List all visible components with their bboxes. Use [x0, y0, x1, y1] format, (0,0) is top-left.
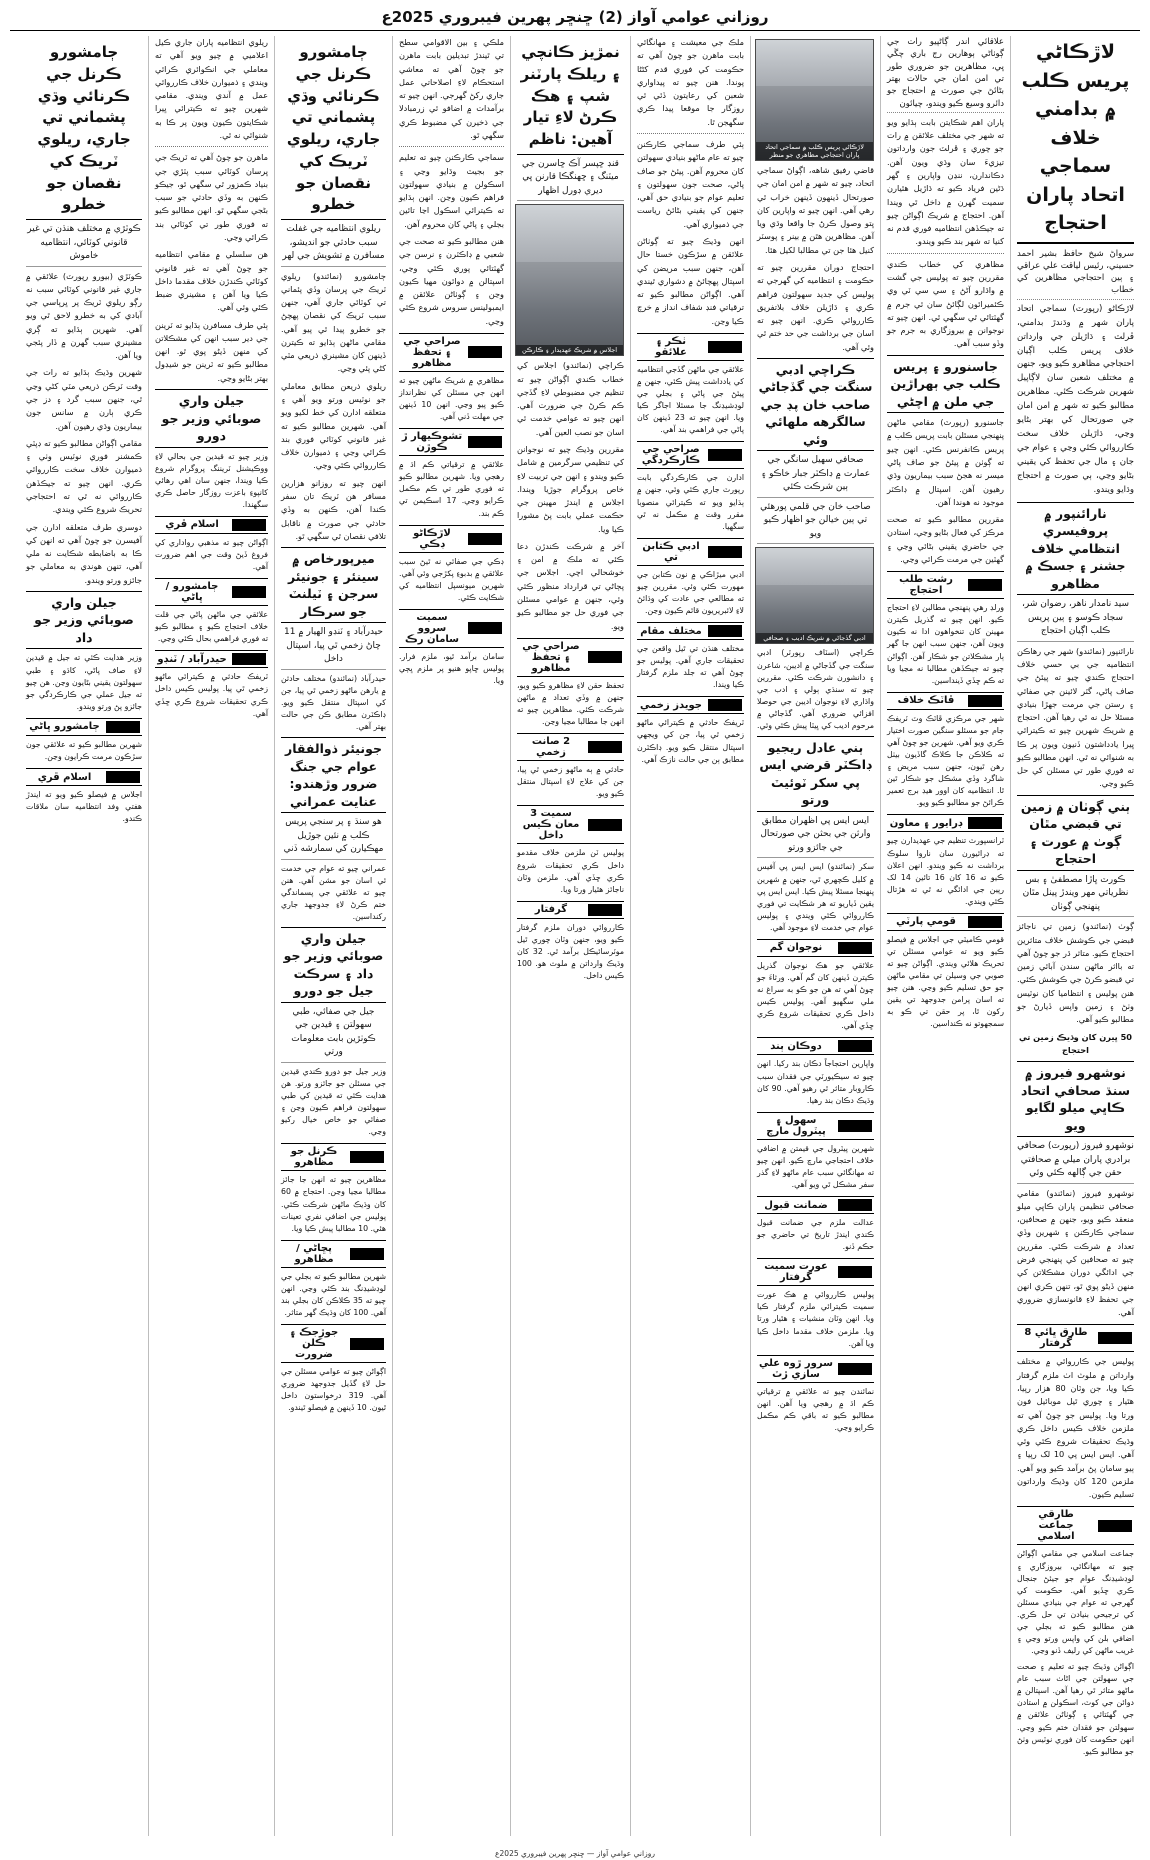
news-photo-protest [755, 39, 874, 161]
masked-label-block [106, 721, 140, 733]
headline-jasnuro: جاسنورو ۽ پريس ڪلب جي ٻهراڙين جي ملن ۾ اچڻي [887, 355, 1004, 414]
section-title: سرور ڙوه علي سازي ڙٽ [759, 1357, 833, 1380]
section-header [26, 768, 142, 786]
story-body: ٻئي طرف مسافرن ٻڌايو ته ٽرينن جي دير سبب انهن کي مشڪلاتن کي منهن ڏيڻو پوي ٿو. انهن مطالبو ڪيو ته ٽرينن جو شيڊول بهتر بڻايو وڃي. [155, 319, 268, 383]
section-title: ڦاٽڪ خلاف [897, 695, 955, 707]
column-4 [630, 36, 750, 1836]
subhead-jail-minister-visit: جيل جي صفائي، طبي سهولتن ۽ قيدين جي ڪوٺڙين بابت معلومات ورتي [281, 1006, 386, 1063]
section-header [399, 333, 504, 372]
story-body: جماعت اسلامي جي مقامي اڳواڻن چيو ته مهانگائي، بيروزگاري ۽ لوڊشيڊنگ عوام جو جيئڻ جنجال ڪري ڇڏيو آهي. حڪومت کي گهرجي ته عوام جي بنيادي مسئلن کي ترجيحي بنيادن تي حل ڪري. هنن مطالبو ڪيو ته بجلي جي اضافي بلن کي واپس ورتو وڃي ۽ غريب ماڻهن کي رليف ڏنو وڃي. [1017, 1549, 1134, 1656]
headline-kotri-railway: ڄامشورو ڪرنل جي ڪرنائي وڌي پشماني تي جاري، ريلوي ٽريڪ کي نقصان جو خطرو [26, 40, 142, 220]
masked-label-block [838, 1040, 872, 1052]
section-title: جويدز زخمي [639, 699, 703, 711]
section-header [281, 1143, 386, 1171]
masked-label-block [1098, 1332, 1132, 1344]
subhead-noshehro-feroze: نوشهرو فيروز (رپورٽ) صحافي برادري پاران ميلي ۾ صحافتي حقن جي ڳالهه ڪئي وئي [1017, 1140, 1134, 1184]
subhead-kotri-railway: ڪوٽڙي ۾ مختلف هنڌن تي غير قانوني کوٽائي، انتظاميه خاموش [26, 223, 142, 267]
story-body: اجلاس ۾ فيصلو ڪيو ويو ته ايندڙ هفتي وفد انتظاميه سان ملاقات ڪندو. [26, 790, 142, 824]
headline-land-protest: ٻني ڳوٺان ۾ زمين تي قبضي مٿان ڳوٺ ۾ عورت ۽ احتجاج [1017, 795, 1134, 871]
story-body: هن سلسلي ۾ مقامي انتظاميه جو چوڻ آهي ته غير قانوني کوٽائي ڪندڙن خلاف مقدما داخل ڪيا ويا آهن ۽ مشينري ضبط ڪئي وئي آهي. [155, 249, 268, 313]
section-title: عورت سميت گرفتار [764, 1261, 828, 1284]
story-body: مختلف هنڌن تي ٿيل واقعن جي تحقيقات جاري آهي. پوليس جو چوڻ آهي ته جلد ملزم گرفتار ڪيا ويندا. [637, 644, 744, 690]
story-body: ٻئي طرف سماجي ڪارڪنن چيو ته عام ماڻهو بنيادي سهولتن کان محروم آهن. پيئڻ جو صاف پاڻي، صحت جون سهولتون ۽ تعليم عوام جو بنيادي حق آهي، جنهن کي يقيني بڻائڻ رياست جي ذميواري آهي. [637, 138, 744, 229]
story-body: عدالت ملزم جي ضمانت قبول ڪندي ايندڙ تاريخ تي حاضري جو حڪم ڏنو. [757, 1218, 874, 1252]
story-body: واپارين احتجاجاً دڪان بند رکيا. انهن چيو ته سيڪيورٽي جي فقدان سبب ڪاروبار متاثر ٿي رهيو آهي. 90 کان وڌيڪ دڪان بند رهيا. [757, 1059, 875, 1105]
story-body: ڪوٽڙي (بيورو رپورٽ) علائقي ۾ جاري غير قانوني کوٽائي سبب نه رڳو ريلوي ٽريڪ پر ڀرپاسي جي آبادي کي به خطرو لاحق ٿي ويو آهي. شهرين ٻڌايو ته ڳري مشينري سبب گهرن ۾ ڏار پئجي ويا آهن. [26, 270, 142, 361]
story-body: اڳواڻن وڌيڪ چيو ته تعليم ۽ صحت جي سهولتن جي اڻاٺ سبب عام ماڻهو متاثر ٿي رهيا آهن. اسپتالن ۾ دوائن جي کوٽ، اسڪولن ۾ استادن جي گهٽتائي ۽ ڳوٺاڻن علائقن ۾ سهولتن جو فقدان ختم ڪيو وڃي. انهن حڪومت کان فوري نوٽيس وٺڻ جو مطالبو ڪيو. [1017, 1662, 1134, 1756]
subhead-narainpur: سيد نامدار ناهر، رضوان شر، سجاد ڪوسو ۽ ٻين پريس ڪلب اڳيان احتجاج [1017, 598, 1134, 642]
story-body: مظاهري کي خطاب ڪندي مقررين چيو ته پوليس جي گشت ۾ واڌارو آڻڻ ۽ سي سي ٽي وي ڪئميرائون لڳائڻ سان ئي جرم ۾ گهٽتائي ٿي سگهي ٿي. انهن چيو ته نوجوانن ۾ بيروزگاري به جرم جو وڏو سبب آهي. [887, 258, 1004, 349]
column-2 [880, 36, 1010, 1836]
story-body: احتجاج دوران مقررين چيو ته حڪومت ۽ انتظاميه کي گهرجي ته پوليس کي جديد سهولتون فراهم ڪري ۽ ڌاڙيلن خلاف بلاتفريق ڪارروائي ڪري. انهن چيو ته اسان جي برداشت جي حد ختم ٿي وئي آهي. [757, 261, 874, 352]
headline-mirpurkhas-surgeons: ميرپورخاص ۾ سينئر ۽ جونيئر سرجن ۽ ٽيلنٽ جو سرڪار [281, 547, 386, 623]
story-body: مقررين مطالبو ڪيو ته صحت مرڪز کي فعال بڻايو وڃي، استادن جي حاضري يقيني بڻائي وڃي ۽ گهٽين جي مرمت ڪرائي وڃي. [887, 514, 1004, 564]
story-body: علائقي جي ماڻهن گڏجي انتظاميه کي يادداشت پيش ڪئي، جنهن ۾ پيئڻ جي پاڻي ۽ بجلي جي لوڊشيڊنگ جا مسئلا اجاگر ڪيا ويا. انهن چيو ته 23 ڏينهن کان پاڻي جي فراهمي بند آهي. [637, 364, 745, 435]
story-body: ماهرن جو چوڻ آهي ته ٽريڪ جي ڀرسان کوٽائي سبب پٽڙي جي بنياد ڪمزور ٿي سگهي ٿو، جيڪو ڪنهن به وڏي حادثي جو سبب بڻجي سگهي ٿو. انهن مطالبو ڪيو ته فوري طور تي کوٽائي بند ڪرائي وڃي. [155, 152, 268, 242]
section-header [637, 622, 744, 640]
headline-jail-minister-visit: جيلن واري صوبائي وزير جو داد ۽ سرڪت جيل جو دورو [281, 927, 386, 1003]
headline-partnership: نمڙيز ڪانچي ۽ ريلڪ پارٽنر شپ ۽ هڪ ڪرڻ لاءِ تيار آهين: ناظم [517, 40, 624, 155]
story-body: لاڙڪاڻو (رپورٽ) سماجي اتحاد پاران شهر ۾ وڌندڙ بدامني، ڦرلٽ ۽ ڌاڙيلن جي وارداتن خلاف پريس ڪلب اڳيان احتجاجي مظاهرو ڪيو ويو، جنهن ۾ مختلف شعبن سان لاڳاپيل شهرين شرڪت ڪئي. مظاهرين مطالبو ڪيو ته شهر ۾ امن امان جي صورتحال کي بهتر بڻايو وڃي، ڌاڙيلن خلاف سخت ڪارروائي ڪئي وڃي ۽ عوام جي جان ۽ مال جي تحفظ کي يقيني بڻايو وڃي، ٻي صورت ۾ احتجاج وڌايو ويندو. [1017, 303, 1134, 495]
news-photo-adabi-gathering [755, 547, 874, 644]
column-7 [274, 36, 392, 1836]
story-body: ادارن جي ڪارڪردگي بابت رپورٽ جاري ڪئي وئي، جنهن ۾ ٻڌايو ويو ته ڪيترائي منصوبا مقرر وقت ۾ مڪمل نه ٿي سگهيا. [637, 473, 744, 531]
subhead-zulfiqar-imrani: هو سنڌ ۽ پر سنجي پريس ڪلب ۾ نئين جوڙيل مهڪيارن کي سمارشه ڏني [281, 816, 386, 860]
headline-jail-minister: جيلن واري صوبائي وزير جو دورو [155, 389, 268, 448]
story-body: ملڪ جي معيشت ۽ مهانگائي بابت ماهرن جو چوڻ آهي ته حڪومت کي فوري قدم کڻڻا پوندا. هنن چيو ته پيداواري شعبن کي رعايتون ڏئي ئي روزگار جا موقعا پيدا ڪري سگهجن ٿا. [637, 37, 744, 127]
masked-label-block [838, 1120, 872, 1132]
section-title: تشوڪيهار ڙ ڪوڙن [401, 431, 463, 454]
subhead-land-protest: ڪورٽ ڀاڙا مصطفیٰ ۽ بس نظرياتي مهر ويندڙ پينل مٿان پنهنجي ڳوٺان [1017, 874, 1134, 918]
section-title: گرفتار [534, 904, 568, 916]
divider [399, 146, 504, 147]
story-body: ڄامشورو (نمائندو) ريلوي ٽريڪ جي ڀرسان وڏي پئماني تي کوٽائي جاري آهي، جنهن سبب ٽريڪ کي نقصان پهچڻ جو خطرو پيدا ٿي پيو آهي. مقامي ماڻهن ٻڌايو ته ڪيترن ڏينهن کان مشينري ذريعي مٽي کڻي پئي وڃي. [281, 270, 386, 374]
section-header [517, 901, 624, 919]
headline-jamshoro-railway: ڄامشورو ڪرنل جي ڪرنائي وڌي پشماني تي جاري، ريلوي ٽريڪ کي نقصان جو خطرو [281, 40, 386, 220]
section-title: صراحي جي ۽ تحفظ مظاهرو [403, 335, 461, 369]
story-body: مظاهري ۾ شريڪ ماڻهن چيو ته انهن جي مسئلن کي نظرانداز ڪيو پيو وڃي. انهن 10 ڏينهن جي مهلت ڏني آهي. [399, 375, 504, 422]
section-title: ادبي ڪتابن تي [642, 540, 700, 563]
section-header [281, 1324, 386, 1363]
section-title: سهول ۽ پيٽرول مارچ [766, 1114, 826, 1137]
column-8 [148, 36, 274, 1836]
section-title: طارق ڀائي 8 گرفتار [1024, 1327, 1088, 1350]
story-body: مظاهرين چيو ته انهن جا جائز مطالبا مڃيا وڃن. احتجاج ۾ 60 کان وڌيڪ ماڻهن شرڪت ڪئي. پوليس جي اضافي نفري تعینات هئي. 10 مطالبا پيش ڪيا ويا. [281, 1175, 386, 1233]
section-title: پڇاڻي / مظاهرو [294, 1242, 334, 1265]
story-body: ٽريفڪ حادثي ۾ ڪيترائي ماڻهو زخمي ٿي پيا، جن کي ويجهي اسپتال منتقل ڪيو ويو. ڊاڪٽرن مطابق ٻن جي حالت نازڪ آهي. [637, 718, 744, 764]
photo-caption: لاڙڪاڻي پريس ڪلب ۾ سماجي اتحاد پاران احتجاجي مظاهري جو منظر [756, 142, 873, 160]
masked-label-block [588, 741, 622, 753]
subhead-adabi-2: صاحب خان جي قلمي پورهئي تي ٻين خيالن جو اظهار ڪيو ويو [757, 501, 874, 545]
section-header [887, 571, 1004, 599]
story-body: ريلوي انتظاميه پاران جاري ڪيل اعلاميي ۾ چيو ويو آهي ته معاملي جي انڪوائري ڪرائي ويندي ۽ ذميوارن خلاف ڪارروائي عمل ۾ آندي ويندي. مقامي شهرين چيو ته ڪيترائي ڀيرا شڪايتون ڪيون ويون پر ڪا به شنوائي نه ٿي. [155, 37, 268, 140]
masked-label-block [106, 771, 140, 783]
section-title: 2 صانت زخمي [531, 736, 571, 759]
masked-label-block [968, 817, 1002, 829]
section-title: ڊرايور ۽ معاون [889, 817, 963, 829]
masked-label-block [468, 533, 502, 545]
story-body: ريلوي ذريعن مطابق معاملي جو نوٽيس ورتو ويو آهي ۽ متعلقه ادارن کي خط لکيو ويو آهي. شهرين مطالبو ڪيو ته غير قانوني کوٽائي فوري بند ڪرائي وڃي ۽ ذميوارن خلاف ڪارروائي ڪئي وڃي. [281, 380, 386, 471]
section-title: ڄامشورو / ڀاڻي [165, 581, 219, 604]
section-header [637, 538, 744, 566]
story-body: نارائنپور (نمائندو) شهر جي رهاڪن انتظاميه جي بي حسي خلاف احتجاج ڪندي چيو ته پيئڻ جي صاف پاڻي، گٽر لائينن جي صفائي ۽ رستن جي مرمت جهڙا بنيادي مسئلا حل نه ٿي رهيا آهن. احتجاج ۾ شريڪ شهرين چيو ته ڪيترائي ڀيرا يادداشتون ڏنيون ويون پر ڪا به شنوائي نه ٿي. انهن مطالبو ڪيو ته فوري طور تي مسئلن کي حل ڪيو وڃي. [1017, 645, 1134, 789]
story-body: نوشهرو فيروز (نمائندو) مقامي صحافي تنظيمن پاران ڪاڀي ميلو منعقد ڪيو ويو، جنهن ۾ صحافين، سماجي ڪارڪنن ۽ شهرين وڏي تعداد ۾ شرڪت ڪئي. مقررين چيو ته صحافين کي پنهنجي فرض جي ادائگي دوران مشڪلاتن کي منهن ڏيڻو پوي ٿو، تنهن ڪري انهن جي تحفظ لاءِ قانونسازي ضروري آهي. [1017, 1187, 1134, 1318]
story-body: شهرين پيٽرول جي قيمتن ۾ اضافي خلاف احتجاجي مارچ ڪيو. انهن چيو ته مهانگائي سبب عام ماڻهو لاءِ گذر سفر مشڪل ٿي ويو آهي. [757, 1143, 874, 1189]
subhead-jamshoro-railway: ريلوي انتظاميه جي غفلت سبب حادثي جو انديشو، مسافرن ۾ تشويش جي لهر [281, 223, 386, 267]
headline-ssp-sukkur: ٻني عادل ريجيو ڊاڪٽر قرضي ايس پي سکر ٽوئيٽ ورتو [757, 736, 874, 812]
section-header [757, 1355, 874, 1383]
story-body: ملڪي ۽ بين الاقوامي سطح تي ٿيندڙ تبديلين بابت ماهرن جو چوڻ آهي ته معاشي استحڪام لاءِ اصلاحاتي عمل جاري رکڻ گهرجي. انهن چيو ته برآمدات ۾ اضافو ئي زرمبادلا جي ذخيرن کي مضبوط ڪري سگهي ٿو. [399, 37, 504, 140]
masked-label-block [708, 625, 742, 637]
masked-label-block [968, 916, 1002, 928]
photo-caption: ادبي گڏجاڻي ۾ شريڪ اديب ۽ صحافي [756, 633, 873, 643]
section-title: حيدرآباد / ٽنڊو [157, 653, 227, 665]
divider [887, 253, 1004, 254]
section-title: دوڪان ٻند [770, 1040, 822, 1052]
story-body: وزير جيل جو دورو ڪندي قيدين جي مسئلن جو جائزو ورتو. هن هدايت ڪئي ته قيدين کي طبي سهولتون فراهم ڪيون وڃن ۽ صفائي جو خاص خيال رکيو وڃي. [281, 1066, 386, 1137]
masked-label-block [468, 622, 502, 634]
page-grid [10, 36, 1140, 1836]
column-3 [750, 36, 880, 1836]
section-header [757, 1196, 874, 1214]
story-body: پاران اهم شڪايتن بابت ٻڌايو ويو ته شهر جي مختلف علائقن ۾ رات جو چوري ۽ ڦرلٽ جون وارداتون تيزيءَ سان وڌي ويون آهن. دڪاندارن، ننڍن واپارين ۽ گهر ڌڻين فرياد ڪيو ته ڌاڙيل هٿيارن سميت گهرن ۾ داخل ٿي ويندا آهن. احتجاج ۾ شريڪ اڳواڻن چيو ته جيڪڏهن انتظاميه فوري قدم نه کنيا ته شهر بند ڪيو ويندو. [887, 116, 1004, 247]
masked-label-block [350, 1248, 384, 1260]
photo-subjects [519, 265, 620, 343]
story-body: پوليس جي ڪارروائي ۾ مختلف وارداتن ۾ ملوث اٺ ملزم گرفتار ڪيا ويا، جن وٽان 80 هزار رپيا، هٿيار ۽ چوري ٿيل موبائيل فون ورتا ويا. پوليس جو چوڻ آهي ته ملزمن خلاف ڪيس داخل ڪري وڌيڪ تحقيقات شروع ڪئي وئي آهي. ايس ايس پي 10 لک رپيا ۽ ٻيو سامان پڻ برآمد ڪيو ويو آهي. ملزمن 120 کان وڌيڪ وارداتون تسليم ڪيون. [1017, 1356, 1135, 1500]
section-header [637, 333, 744, 361]
section-title: قومي پارٽي [896, 916, 956, 928]
story-body: شهرين وڌيڪ ٻڌايو ته رات جي وقت ٽرڪن ذريعي مٽي کڻي وڃي ٿي، جنهن سبب گرد ۽ دز جي ڪري ٻارن ۾ سانس جون بيماريون وڌي رهيون آهن. [26, 367, 142, 431]
section-header [399, 428, 504, 456]
section-header [399, 609, 504, 648]
section-title: سميت 3 معان ڪيس داخل [522, 808, 580, 842]
section-title: مختلف مقام [640, 625, 702, 637]
story-body: شهرين مطالبو ڪيو ته بجلي جي لوڊشيڊنگ بند ڪئي وڃي. انهن چيو ته 35 ڪلاڪن کان بجلي بند آهي. 100 کان وڌيڪ گهر متاثر. [281, 1271, 386, 1317]
photo-background [516, 205, 623, 262]
headline-zulfiqar-imrani: جونيئر ذوالفقار عوام جي جنگ ضرور وڙهندو: عنايت عمراني [281, 737, 386, 813]
headline-narainpur: نارائنپور ۾ پروفيسري انتظامي خلاف جشنر ۽ جسڪ ۾ مظاهرو [1017, 502, 1134, 596]
story-body: ادبي ميڙاڪي ۾ نون ڪتابن جي مهورت ڪئي وئي. مقررين چيو ته مطالعي جي عادت کي وڌائڻ لاءِ لائبريريون قائم ڪيون وڃن. [637, 569, 744, 615]
story-body: پوليس ٽن ملزمن خلاف مقدمو داخل ڪري تحقيقات شروع ڪري ڇڏي آهي. ملزمن وٽان ناجائز هٿيار ورتا ويا. [517, 848, 624, 894]
section-header [281, 1240, 386, 1268]
masked-label-block [468, 346, 502, 358]
section-title: جوڙجڪ ۽ ڪلن ضرورت [289, 1327, 339, 1361]
section-header [757, 939, 874, 957]
section-header [757, 1112, 874, 1140]
story-body: ڪارروائي دوران ملزم گرفتار ڪيو ويو، جنهن وٽان چوري ٿيل موٽرسائيڪل برآمد ٿي. 32 کان وڌيڪ وارداتن ۾ ملوث هو. 100 ڪيس داخل. [517, 922, 624, 981]
section-title: نوجوان گم [769, 942, 823, 954]
subhead-adabi-1: صحافي سهيل سانگي جي عمارت ۾ ڊاڪٽر جبار خاڪو ۽ ٻين شرڪت ڪئي [757, 454, 874, 498]
masked-label-block [708, 546, 742, 558]
headline-jail-minister-praise: جيلن واري صوبائي وزير جو داد [26, 591, 142, 650]
section-title: ٺڪر ۽ علائقو [655, 335, 687, 358]
section-header [155, 516, 268, 534]
section-header [637, 696, 744, 714]
subhead-partnership: قنڊ ڇپسر آڪ ڇاسرن جي ميٽنگ ۽ ڇهنگڪا قارنن ڀي ديري ڊورل اظهار [517, 158, 624, 202]
story-body: ڊڪي جي صفائي نه ٿيڻ سبب علائقي ۾ بدبوءِ پکڙجي وئي آهي. شهرين ميونسپل انتظاميه کي شڪايت ڪئي. [399, 556, 504, 602]
story-body: علائقي جي ماڻهن پاڻي جي قلت خلاف احتجاج ڪيو ۽ مطالبو ڪيو ته فوري فراهمي بحال ڪئي وڃي. [155, 610, 268, 644]
section-title: لاڙڪاڻو ڊڪي [413, 527, 451, 550]
story-body: مقامي اڳواڻن مطالبو ڪيو ته ڊپٽي ڪمشنر فوري نوٽيس وٺي ۽ ذميوارن خلاف سخت ڪارروائي ڪري. انهن چيو ته جيڪڏهن ڪارروائي نه ٿي ته احتجاجي تحريڪ شروع ڪئي ويندي. [26, 437, 142, 515]
section-header [399, 525, 504, 553]
subhead-ssp-sukkur: ايس ايس پي اظهران مطابق وارثن جي بحثن جي صورتحال جي جائزو ورتو [757, 815, 874, 859]
masked-label-block [232, 653, 266, 665]
section-title: اسلام ڦري [165, 519, 219, 531]
section-header [757, 1258, 874, 1286]
page-footer: روزاني عوامي آواز — ڇنڇر پهرين فيبروري 2025ع [495, 1849, 655, 1858]
column-5 [510, 36, 630, 1836]
story-body: شهر جي مرڪزي ڦاٽڪ وٽ ٽريفڪ جام جو مسئلو سنگين صورت اختيار ڪري ويو آهي. شهرين جو چوڻ آهي ته ڪلاڪن جا ڪلاڪ گاڏيون بيٺل رهن ٿيون، جنهن سبب مريض ۽ شاگرد وڏي مشڪل جو شڪار ٿين ٿا. انتظاميه کان اوور هيڊ برج تعمير ڪرائڻ جو مطالبو ڪيو ويو. [887, 713, 1004, 808]
story-body: آخر ۾ شرڪت ڪندڙن دعا ڪئي ته ملڪ ۾ امن ۽ خوشحالي اچي. اجلاس جي پڄاڻي تي قرارداد منظور ڪئي وئي، جنهن ۾ عوامي مسئلن جي فوري حل جو مطالبو ڪيو ويو. [517, 540, 624, 631]
masked-label-block [968, 579, 1002, 591]
story-body: وزير چيو ته قيدين جي بحالي لاءِ ووڪيشنل ٽريننگ پروگرام شروع ڪيا ويندا، جنهن سان اهي رهائي کانپوءِ باعزت روزگار حاصل ڪري سگهندا. [155, 451, 268, 509]
masked-label-block [838, 1199, 872, 1211]
story-body: ورلڊ رهي پنهنجي مطالبن لاءِ احتجاج ڪيو. انهن چيو ته گذريل ڪيترن مهينن کان تنخواهون ادا نه ڪيون ويون آهن، جنهن سبب انهن جا گهر ٻار مشڪلاتن جو شڪار آهن. اڳواڻن چيو ته جيڪڏهن مطالبا نه مڃيا ويا ته ڪم ڇڏي ڏينداسين. [887, 603, 1004, 685]
story-body: قاضي رفيق شاهه، اڳواڻ سماجي اتحاد، چيو ته شهر ۾ امن امان جي صورتحال ڏينهون ڏينهن خراب ٿي رهي آهي. انهن چيو ته واپارين کان ڀتو وصول ڪرڻ جا واقعا وڌي ويا آهن. مظاهرين هٿن ۾ بينر ۽ پوسٽر کنيل هئا جن تي مطالبا لکيل هئا. [757, 165, 874, 255]
section-header [887, 692, 1004, 710]
masked-label-block [708, 449, 742, 461]
masked-label-block [1098, 1520, 1132, 1532]
section-header [1017, 1506, 1134, 1545]
section-title: ضمانت قبول [764, 1199, 828, 1211]
section-title: صراحي جي ڪارڪردگي [641, 444, 701, 467]
story-body: ڳوٺ (نمائندو) زمين تي ناجائز قبضي جي ڪوشش خلاف متاثرين احتجاج ڪيو. متاثر ڌر جو چوڻ آهي ته بااثر ماڻهن سندن آبائي زمين تي قبضو ڪرڻ جي ڪوشش ڪئي. هنن پوليس ۽ انتظاميا کان نوٽيس وٺڻ ۽ زمين واپس ڏيارڻ جو مطالبو ڪيو آهي. [1017, 921, 1134, 1025]
column-6 [392, 36, 510, 1836]
story-body: حيدرآباد (نمائندو) مختلف حادثن ۾ يارهن ماڻهو زخمي ٿي پيا، جن کي اسپتال منتقل ڪيو ويو. ڊاڪٽرن مطابق ڪن جي حالت بهتر آهي. [281, 673, 386, 731]
story-body: علائقي جو هڪ نوجوان گذريل ڪيترن ڏينهن کان گم آهي. ورثاءَ جو چوڻ آهي ته هن جو ڪو به سراغ نه ملي سگهيو آهي. پوليس ڪيس داخل ڪري تحقيقات شروع ڪري ڇڏي آهي. [757, 960, 874, 1031]
masked-label-block [232, 519, 266, 531]
story-body: اڳواڻن چيو ته عوامي مسئلن جي حل لاءِ گڏيل جدوجهد ضروري آهي. 319 درخواستون داخل ٿيون. 10 ڏينهن ۾ فيصلو ٿيندو. [281, 1367, 386, 1413]
masked-label-block [838, 1363, 872, 1375]
section-header [517, 733, 624, 761]
section-header [887, 814, 1004, 832]
photo-subjects [760, 586, 870, 635]
story-body: اڳواڻن چيو ته مذهبي رواداري کي فروغ ڏيڻ وقت جي اهم ضرورت آهي. [155, 537, 268, 572]
column-9 [20, 36, 148, 1836]
story-body: عمراني چيو ته عوام جي خدمت ئي اسان جو مشن آهي. هنن چيو ته علائقي جي پسماندگي ختم ڪرڻ لاءِ جدوجهد جاري رکنداسين. [281, 863, 386, 921]
story-body: هنن مطالبو ڪيو ته صحت جي شعبي ۾ ڊاڪٽرن ۽ نرسن جي گهٽتائي پوري ڪئي وڃي، اسپتالن ۾ دوائون مهيا ڪيون وڃن ۽ ڳوٺاڻن علائقن ۾ ايمبولينس سروس شروع ڪئي وڃي. [399, 235, 504, 326]
story-body: انهن چيو ته روزانو هزارين مسافر هن ٽريڪ تان سفر ڪندا آهن، ڪنهن به وڏي حادثي جي صورت ۾ ناقابل تلافي نقصان ٿي سگهي ٿو. [281, 477, 386, 541]
story-body: حادثي ۾ ٻه ماڻهو زخمي ٿي پيا، جن کي علاج لاءِ اسپتال منتقل ڪيو ويو. [517, 765, 624, 799]
story-body: سامان برآمد ٿيو، ملزم فرار. پوليس ڇاپو هنيو پر ملزم ڀڄي ويا. [399, 651, 504, 686]
masked-label-block [588, 904, 622, 916]
story-body: دوسري طرف متعلقه ادارن جي آفيسرن جو چوڻ آهي ته انهن کي ڪا به باضابطه شڪايت نه ملي آهي، تنهن هوندي به معاملي جو جائزو ورتو ويندو. [26, 521, 142, 585]
photo-background [756, 548, 873, 584]
story-body: جاسنورو (رپورٽ) مقامي ماڻهن پنهنجي مسئلن بابت پريس ڪلب ۾ پريس ڪانفرنس ڪئي. انهن چيو ته ڳوٺن ۾ پيئڻ جو صاف پاڻي ميسر نه هجڻ سبب بيماريون وڌي رهيون آهن. اسپتال ۾ ڊاڪٽر موجود نه هوندا آهن. [887, 417, 1004, 507]
masked-label-block [588, 651, 622, 663]
story-body: ٽريفڪ حادثي ۾ ڪيترائي ماڻهو زخمي ٿي پيا. پوليس ڪيس داخل ڪري تحقيقات شروع ڪري ڇڏي آهي. [155, 672, 268, 718]
story-body: سکر (نمائندو) ايس ايس پي آفيس ۾ کليل ڪچهري ٿي، جنهن ۾ شهرين پنهنجا مسئلا پيش ڪيا. ايس ايس پي يقين ڏياريو ته هر شڪايت تي فوري ڪارروائي ڪئي ويندي ۽ پوليس عوام جي خدمت لاءِ موجود آهي. [757, 862, 874, 932]
section-header [155, 578, 268, 606]
section-header [155, 650, 268, 668]
section-title: طارقي جماعت اسلامي [1037, 1509, 1075, 1543]
headline-karachi-adabi-sangat: ڪراچي ادبي سنگت جي گڏجاڻي صاحب خان پڊ جي سالگرهه ملهائي وئي [757, 358, 874, 452]
kicker-secondary: علاقائي اندر ڳاڻپيو رات جي ڳوٺاڻي ٻوهارين رڄ باري چڱي ڀي، مظاهرين جو ضروري طور تي امن امان جي حالات بهتر بڻائڻ جي صورت ۾ احتجاج جو دائرو وسيع ڪيو ويندو، چيائون [887, 36, 1004, 113]
story-body: ٽرانسپورٽ تنظيم جي عهديدارن چيو ته ڊرائيورن سان ناروا سلوڪ برداشت نه ڪيو ويندو. انهن اعلان ڪيو ته 16 کان 16 تائين 14 لک رپين جي ادائگي نه ٿي ته هڙتال ڪئي ويندي. [887, 836, 1004, 906]
section-title: اسلام ڦري [37, 771, 92, 783]
masthead: روزاني عوامي آواز (2) ڇنڇر پهرين فيبروري 2025ع [10, 6, 1140, 31]
section-header [1017, 1324, 1134, 1352]
story-body: سماجي ڪارڪنن چيو ته تعليم جو بجيٽ وڌايو وڃي ۽ اسڪولن ۾ بنيادي سهولتون فراهم ڪيون وڃن. انهن ٻڌايو ته ڪيترائي اسڪول اڃا تائين بجلي ۽ پاڻي کان محروم آهن. [399, 152, 504, 229]
news-photo-meeting [515, 204, 624, 356]
section-title: سميت سروو سامان رڪ [404, 611, 460, 645]
photo-background [756, 40, 873, 86]
section-title: ڄامشورو ڀاڻي [29, 721, 100, 733]
section-title: رشت طلب احتجاج [899, 574, 953, 597]
photo-caption: اجلاس ۾ شريڪ عهديدار ۽ ڪارڪن [516, 345, 623, 355]
story-body: شهرين مطالبو ڪيو ته علائقي جون سڙڪون مرمت ڪرايون وڃن. [26, 739, 142, 761]
masked-label-block [468, 436, 502, 448]
story-body: انهن وڌيڪ چيو ته ڳوٺاڻن علائقن ۾ سڙڪون خستا حال آهن، جنهن سبب مريضن کي اسپتال پهچائڻ ۾ دشواري ٿيندي آهي. اڳواڻن مطالبو ڪيو ته ترقياتي فنڊ شفاف انداز ۾ خرچ ڪيا وڃن. [637, 235, 744, 326]
section-header [517, 638, 624, 677]
story-body: پوليس ڪارروائي ۾ هڪ عورت سميت ڪيترائي ملزم گرفتار ڪيا ويا. انهن وٽان منشيات ۽ هٿيار ورتا ويا. ملزمن خلاف مقدما داخل ڪيا ويا آهن. [757, 1290, 874, 1348]
masked-label-block [708, 699, 742, 711]
section-title: صراحي جي ۽ تحفظ مظاهرو [522, 640, 580, 674]
story-body: نمائندن چيو ته علائقي ۾ ترقياتي ڪم اڌ ۾ رهجي ويا آهن. انهن مطالبو ڪيو ته باقي ڪم مڪمل ڪرايو وڃي. [757, 1386, 874, 1432]
masked-label-block [838, 942, 872, 954]
section-title: ڪرنل جو مظاهرو [290, 1146, 338, 1169]
masked-label-block [350, 1338, 384, 1350]
story-body: ڪراچي (نمائندو) اجلاس کي خطاب ڪندي اڳواڻن چيو ته تنظيم جي مضبوطي لاءِ گڏجي ڪم ڪرڻ جي ضرورت آهي. انهن چيو ته عوامي خدمت ئي اسان جو نصب العين آهي. [517, 360, 624, 437]
section-header [637, 441, 744, 469]
masked-label-block [588, 819, 622, 831]
masked-label-block [838, 1266, 872, 1278]
story-body: قومي ڪاميٽي جي اجلاس ۾ فيصلو ڪيو ويو ته عوامي مسئلن تي تحريڪ هلائي ويندي. اڳواڻن چيو ته صوبي جي وسيلن تي مقامي ماڻهن جو حق تسليم ڪيو وڃي. هنن چيو ته اسان پرامن جدوجهد تي يقين رکون ٿا، پر حقن تي ڪو به سمجهوتو نه ڪنداسين. [887, 934, 1004, 1029]
masked-label-block [232, 586, 266, 598]
subhead-mirpurkhas: حيدرآباد ۽ ٽنڊو الهيار ۾ 11 چاڻ زخمي ٿي پيا، اسپتال داخل [281, 626, 386, 670]
story-body: ڪراچي (اسٽاف رپورٽر) ادبي سنگت جي گڏجاڻي ۾ اديبن، شاعرن ۽ دانشورن شرڪت ڪئي. مقررين چيو ته سنڌي ٻولي ۽ ادب جي واڌاري لاءِ نوجوان اديبن جي حوصلا افزائي ضروري آهي. گڏجاڻي ۾ مرحوم اديب کي ڀيٽا پيش ڪئي وئي. [757, 648, 874, 730]
story-body: تحفظ حقن لاءِ مظاهرو ڪيو ويو، جنهن ۾ وڏي تعداد ۾ ماڻهن شرڪت ڪئي. مظاهرين چيو ته انهن جا مطالبا مڃيا وڃن. [517, 680, 624, 727]
kicker-lead: سرواڻ شيخ حافظ بشير احمد حسيني، رئيس لياقت علي عراقي ۽ ٻين احتجاجي مظاهرين کي خطاب [1017, 248, 1134, 300]
story-body: وزير هدايت ڪئي ته جيل ۾ قيدين لاءِ صاف پاڻي، کاڌو ۽ طبي سهولتون يقيني بڻايون وڃن. هن چيو ته جيل عملي جي ڪارڪردگي جو جائزو پڻ ورتو ويندو. [26, 653, 142, 711]
headline-noshehro-feroze: نوشهرو فيروز ۾ سنڌ صحافي اتحاد ڪاڀي ميلو لگايو ويو [1017, 1061, 1134, 1137]
section-header [887, 913, 1004, 931]
section-header [517, 805, 624, 844]
column-1 [1010, 36, 1140, 1836]
section-header [26, 718, 142, 736]
section-header [757, 1037, 874, 1055]
divider [155, 146, 268, 147]
headline-main-lead: لاڙڪاڻي پريس ڪلب ۾ بدامني خلاف سماجي اتحاد پاران احتجاج [1017, 36, 1134, 244]
story-body: مقررين وڌيڪ چيو ته نوجوانن کي تنظيمي سرگرمين ۾ شامل ڪيو ويندو ۽ انهن جي تربيت لاءِ خاص پروگرام جوڙيا ويندا. اجلاس ۾ ايندڙ مهينن جي حڪمت عملي بابت پڻ مشورا ڪيا ويا. [517, 443, 624, 534]
masked-label-block [350, 1151, 384, 1163]
masked-label-block [968, 695, 1002, 707]
story-body: علائقي ۾ ترقياتي ڪم اڌ ۾ رهجي ويا. شهرين مطالبو ڪيو ته فوري طور تي ڪم مڪمل ڪرايو وڃي. 17 اسڪيمن تي ڪم بند. [399, 460, 504, 518]
divider [637, 133, 744, 134]
masked-label-block [708, 341, 742, 353]
stat-line: 50 ڀيرن کان وڌيڪ زمين تي احتجاج [1018, 1031, 1133, 1055]
